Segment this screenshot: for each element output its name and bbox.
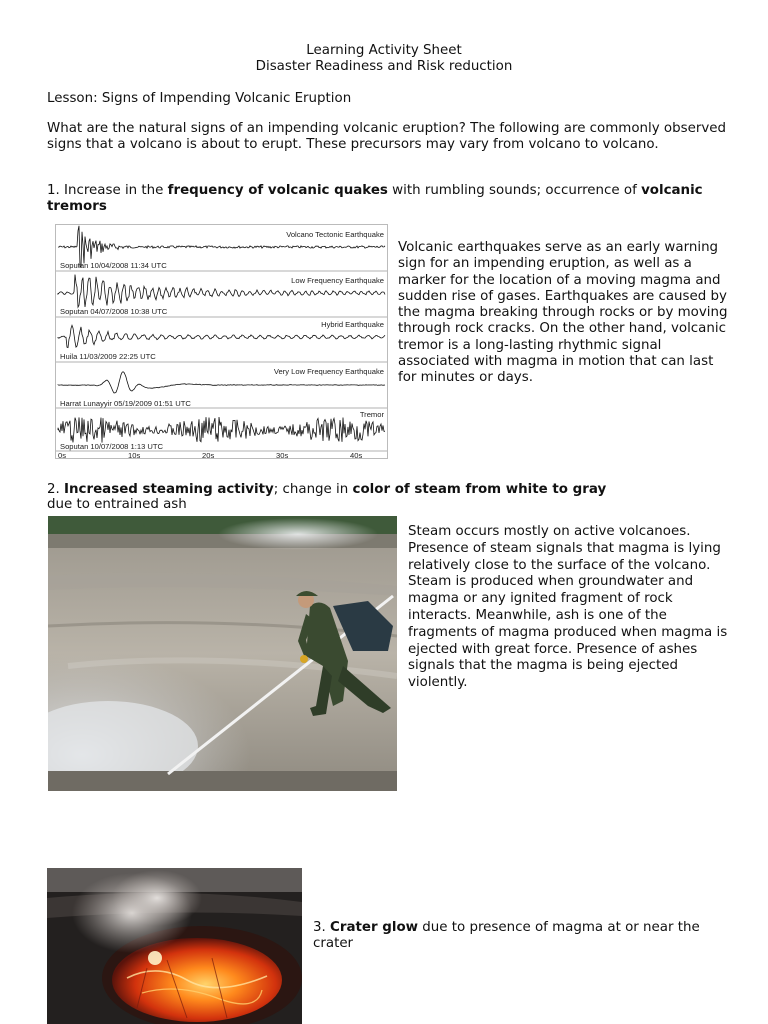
intro-paragraph: What are the natural signs of an impending volcanic eruption? The following are commonly observed signs that a volcano is about to erupt. These precursors may vary from volcano to volcano. bbox=[47, 121, 726, 152]
tick-40: 40s bbox=[350, 451, 363, 458]
sign1-bold1: frequency of volcanic quakes bbox=[167, 183, 388, 198]
tick-0: 0s bbox=[58, 451, 67, 458]
trace-caption-1: Soputan 10/04/2008 11:34 UTC bbox=[60, 261, 167, 270]
sign2-paragraph: Steam occurs mostly on active volcanoes. Presence of steam signals that magma is lying relatively close to the surface of the volcano. Steam is produced when groundwater and magma or any ignited fragment of rock interacts. Meanwhile, ash is one of the fragments of magma produced when magma is ejected with great force. Presence of ashes signals that the magma is being ejected violently. bbox=[408, 524, 728, 691]
sign2-heading bbox=[47, 482, 737, 498]
steam-photo bbox=[48, 516, 397, 791]
sign1-number: 1. Increase in the bbox=[47, 183, 168, 198]
sign1-bold2: volcanic tremors bbox=[47, 183, 703, 214]
sheet-subject: Disaster Readiness and Risk reduction bbox=[255, 59, 513, 74]
sign1-paragraph: Volcanic earthquakes serve as an early warning sign for an impending eruption, as well as a marker for the location of a moving magma and sudden rise of gases. Earthquakes are caused by the magma breaking through rocks or by moving through rock cracks. On the other hand, volcanic tremor is a long-lasting rhythmic signal associated with magma in motion that can last for minutes or days. bbox=[398, 240, 728, 386]
trace-label-4: Very Low Frequency Earthquake bbox=[273, 367, 384, 376]
trace-caption-5: Soputan 10/07/2008 1:13 UTC bbox=[60, 442, 164, 451]
sign3-bold: Crater glow bbox=[330, 920, 419, 935]
lesson-title: Lesson: Signs of Impending Volcanic Eruption bbox=[47, 91, 352, 106]
sign3-mid: due to presence of magma at or near the crater bbox=[313, 920, 700, 951]
trace-label-5: Tremor bbox=[359, 410, 384, 419]
seismogram-figure bbox=[55, 224, 388, 459]
seismogram-svg bbox=[56, 225, 387, 458]
tick-20: 20s bbox=[202, 451, 215, 458]
steam-photo-illustration bbox=[48, 516, 397, 791]
trace-label-3: Hybrid Earthquake bbox=[321, 320, 384, 329]
sheet-title: Learning Activity Sheet bbox=[306, 43, 462, 58]
sign2-bold2: color of steam from white to gray bbox=[352, 482, 607, 497]
trace-caption-2: Soputan 04/07/2008 10:38 UTC bbox=[60, 307, 168, 316]
sign1-mid: with rumbling sounds; occurrence of bbox=[387, 183, 642, 198]
trace-label-2: Low Frequency Earthquake bbox=[291, 276, 384, 285]
trace-caption-4: Harrat Lunayyir 05/19/2009 01:51 UTC bbox=[60, 399, 191, 408]
sign2-number: 2. bbox=[47, 482, 65, 497]
sign1-heading bbox=[47, 183, 737, 214]
trace-label-1: Volcano Tectonic Earthquake bbox=[286, 230, 384, 239]
trace-caption-3: Huila 11/03/2009 22:25 UTC bbox=[60, 352, 156, 361]
crater-photo-illustration bbox=[47, 868, 302, 1024]
sign2-bold1: Increased steaming activity bbox=[64, 482, 274, 497]
seismogram-trace-5 bbox=[58, 417, 385, 443]
sign3-heading bbox=[313, 920, 733, 951]
tick-30: 30s bbox=[276, 451, 289, 458]
crater-photo bbox=[47, 868, 302, 1024]
sign2-mid: ; change in bbox=[273, 482, 353, 497]
tick-10: 10s bbox=[128, 451, 141, 458]
sign3-number: 3. bbox=[313, 920, 331, 935]
sign2-tail: due to entrained ash bbox=[47, 497, 187, 512]
